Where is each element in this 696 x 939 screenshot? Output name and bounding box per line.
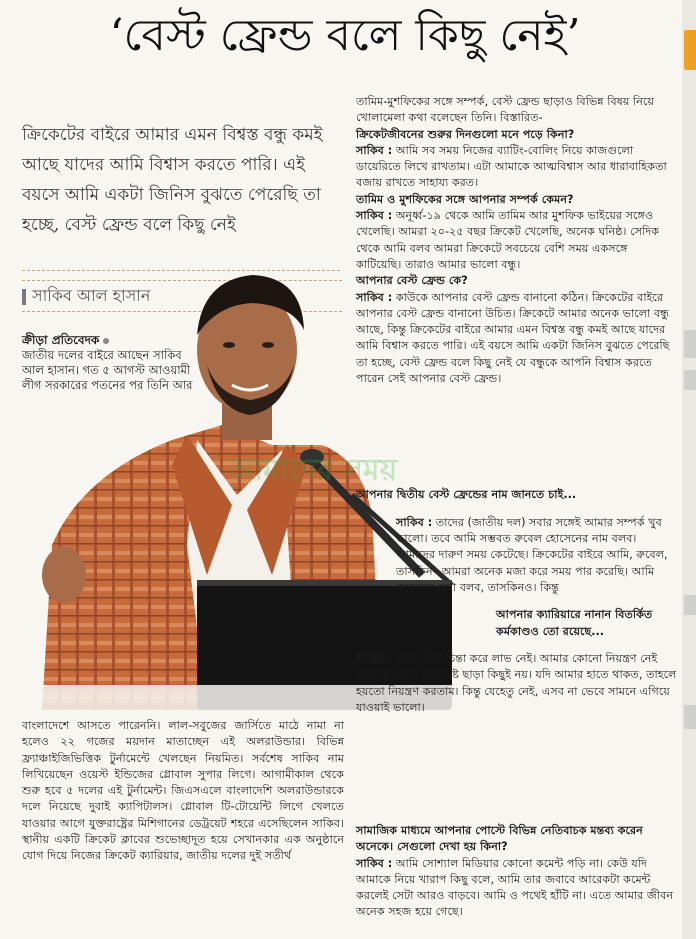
intro-paragraph: তামিম-মুশফিকের সঙ্গে সম্পর্ক, বেস্ট ফ্রেন্ড ছাড়াও বিভিন্ন বিষয় নিয়ে খোলামেলা কথা বলেছেন তিনি। বিস্তারিত- <box>356 95 654 125</box>
article-middle-block <box>356 476 678 728</box>
article-left-bottom-column: বাংলাদেশে আসতে পারেননি। লাল-সবুজের জার্সিতে মাঠে নামা না হলেও ২২ গজের ময়দান মাতাচ্ছেন এই অলরাউন্ডার। বিভিন্ন ফ্র্যাঞ্চাইজিভিত্তিক টুর্নামেন্টে খেলছেন নিয়মিত। সর্বশেষ সাকিব নাম লিখিয়েছেন ওয়েস্ট ইন্ডিজের গ্লোবাল সুপার লিগে। আগামীকাল থেকে শুরু হবে ৫ দলের এই টুর্নামেন্ট। জিএসএলে বাংলাদেশি অলরাউন্ডারকে দলে নিয়েছে দুবাই ক্যাপিটালস। গ্লোবাল টি-টোয়েন্টি লিগে খেলতে যাওয়ার আগে যুক্তরাষ্ট্রের মিশিগানের ডেট্রয়েট শহরে এসেছিলেন সাকিব। স্থানীয় একটি ক্রিকেট ক্লাবের শুভেচ্ছাদূত হয়ে সেখানকার এক অনুষ্ঠানে যোগ দিয়ে নিজের ক্রিকেট ক্যারিয়ার, জাতীয় দলের দুই সতীর্থ <box>22 719 344 863</box>
question-2: তামিম ও মুশফিকের সঙ্গে আপনার সম্পর্ক কেমন? <box>356 192 574 206</box>
answer-label: সাকিব : <box>356 652 393 666</box>
question-1: ক্রিকেটজীবনের শুরুর দিনগুলো মনে পড়ে কিনা? <box>356 127 575 141</box>
article-right-column <box>356 94 676 387</box>
adjacent-page-fragment <box>684 330 696 358</box>
question-5: আপনার ক্যারিয়ারে নানান বিতর্কিত কর্মকাণ্ডও তো রয়েছে... <box>496 608 653 638</box>
answer-label: সাকিব : <box>356 143 393 157</box>
lead-paragraph: ক্রিকেটের বাইরে আমার এমন বিশ্বস্ত বন্ধু কমই আছে যাদের আমি বিশ্বাস করতে পারি। এই বয়সে আমি একটা জিনিস বুঝতে পেরেছি তা হচ্ছে, বেস্ট ফ্রেন্ড বলে কিছু নেই <box>22 125 323 235</box>
headline: ‘বেস্ট ফ্রেন্ড বলে কিছু নেই’ <box>109 10 581 61</box>
reporter-dot <box>103 338 109 344</box>
question-4: আপনার দ্বিতীয় বেস্ট ফ্রেন্ডের নাম জানতে চাই... <box>356 488 577 502</box>
watermark: আমাদের সময় <box>228 453 398 488</box>
article-last-block <box>356 823 676 921</box>
reporter-block <box>22 333 202 393</box>
answer-text: আমি সোশ্যাল মিডিয়ার কোনো কমেন্ট পড়ি না। কেউ যদি আমাকে নিয়ে খারাপ কিছু বলে, আমি তার জবাবে আরেকটা কমেন্ট করলেই সেটা আরও বাড়বে। আমি ও পথেই হাঁটি না। এতে আমার জীবন অনেক সহজ হয়ে গেছে। <box>356 856 674 919</box>
reporter-name: ক্রীড়া প্রতিবেদক <box>22 333 100 347</box>
answer-text: এসব নিয়ে চিন্তা করে লাভ নেই। আমার কোনো নিয়ন্ত্রণ নেই এসবের ওপর। সময় নষ্ট ছাড়া কিছুই নয়। যদি আমার হাতে থাকত, তাহলে হয়তো নিয়ন্ত্রণ করতাম। কিন্তু যেহেতু নেই, এসব না ভেবে সামনে এগিয়ে যাওয়াই ভালো। <box>356 652 677 715</box>
answer-label: সাকিব : <box>356 856 393 870</box>
answer-text: কাউকে আপনার বেস্ট ফ্রেন্ড বানানো কঠিন। ক্রিকেটের বাইরে আপনার বেস্ট ফ্রেন্ড বানানো উচিত। ক্রিকেটে আমার অনেক ভালো বন্ধু আছে, কিন্তু ক্রিকেটের বাইরে আমার এমন বিশ্বস্ত বন্ধু কমই আছে যাদের আমি বিশ্বাস করতে পারি। এই বয়সে আমি একটা জিনিস বুঝতে পেরেছি তা হচ্ছে, বেস্ট ফ্রেন্ড বলে কিছু নেই যে বন্ধুকে আপনি বিশ্বাস করতে পারেন সেই আপনার বেস্ট ফ্রেন্ড। <box>356 290 670 386</box>
answer-3 <box>356 290 676 388</box>
adjacent-page-edge <box>682 0 696 939</box>
byline-name: সাকিব আল হাসান <box>32 286 151 305</box>
adjacent-page-fragment <box>684 595 696 615</box>
question-6: সামাজিক মাধ্যমে আপনার পোস্টে বিভিন্ন নেতিবাচক মন্তব্য করেন অনেকে। সেগুলো দেখা হয় কিনা? <box>356 824 643 854</box>
answer-text: অনূর্ধ্ব-১৯ থেকে আমি তামিম আর মুশফিক ভাইয়ের সঙ্গেও খেলেছি। আমরা ২০-২৫ বছর ক্রিকেট খেলেছি, অনেক ঘনিষ্ঠ। সেদিক থেকে আমি বলব আমরা ক্রিকেটে সবচেয়ে বেশি সময় একসঙ্গে কাটিয়েছি। তারাও আমার ভালো বন্ধু। <box>356 209 659 271</box>
answer-6 <box>356 856 676 921</box>
adjacent-page-fragment <box>684 370 696 390</box>
answer-1 <box>356 143 676 192</box>
adjacent-page-fragment <box>684 30 696 70</box>
answer-label: সাকিব : <box>356 290 393 304</box>
answer-2 <box>356 208 676 273</box>
answer-text: আমি সব সময় নিজের ব্যাটিং-বোলিং নিয়ে কাজগুলো ডায়েরিতে লিখে রাখতাম। এটা আমাকে আত্মবিশ্বাস আর ধারাবাহিকতা বজায় রাখতে সাহায্য করত। <box>356 143 667 190</box>
answer-label: সাকিব : <box>356 209 393 223</box>
reporter-text: জাতীয় দলের বাইরে আছেন সাকিব আল হাসান। গত ৫ আগস্ট আওয়ামী লীগ সরকারের পতনের পর তিনি আর <box>22 348 193 392</box>
question-3: আপনার বেস্ট ফ্রেন্ড কে? <box>356 274 468 288</box>
answer-text: তাদের (জাতীয় দল) সবার সঙ্গেই আমার সম্পর্ক খুব ভালো। তবে আমি সম্ভবত রুবেল হোসেনের নাম বলব। আমাদের দারুণ সময় কেটেছে। ক্রিকেটের বাইরে আমি, রুবেল, তাসকিন– আমরা অনেক মজা করে সময় পার করেছি। আমি রুবেলের কথা বলব, তাসকিনও। কিন্তু <box>396 515 668 594</box>
adjacent-page-fragment <box>684 705 696 729</box>
answer-label: সাকিব : <box>396 515 433 529</box>
answer-4 <box>356 515 678 596</box>
answer-5 <box>356 651 678 716</box>
